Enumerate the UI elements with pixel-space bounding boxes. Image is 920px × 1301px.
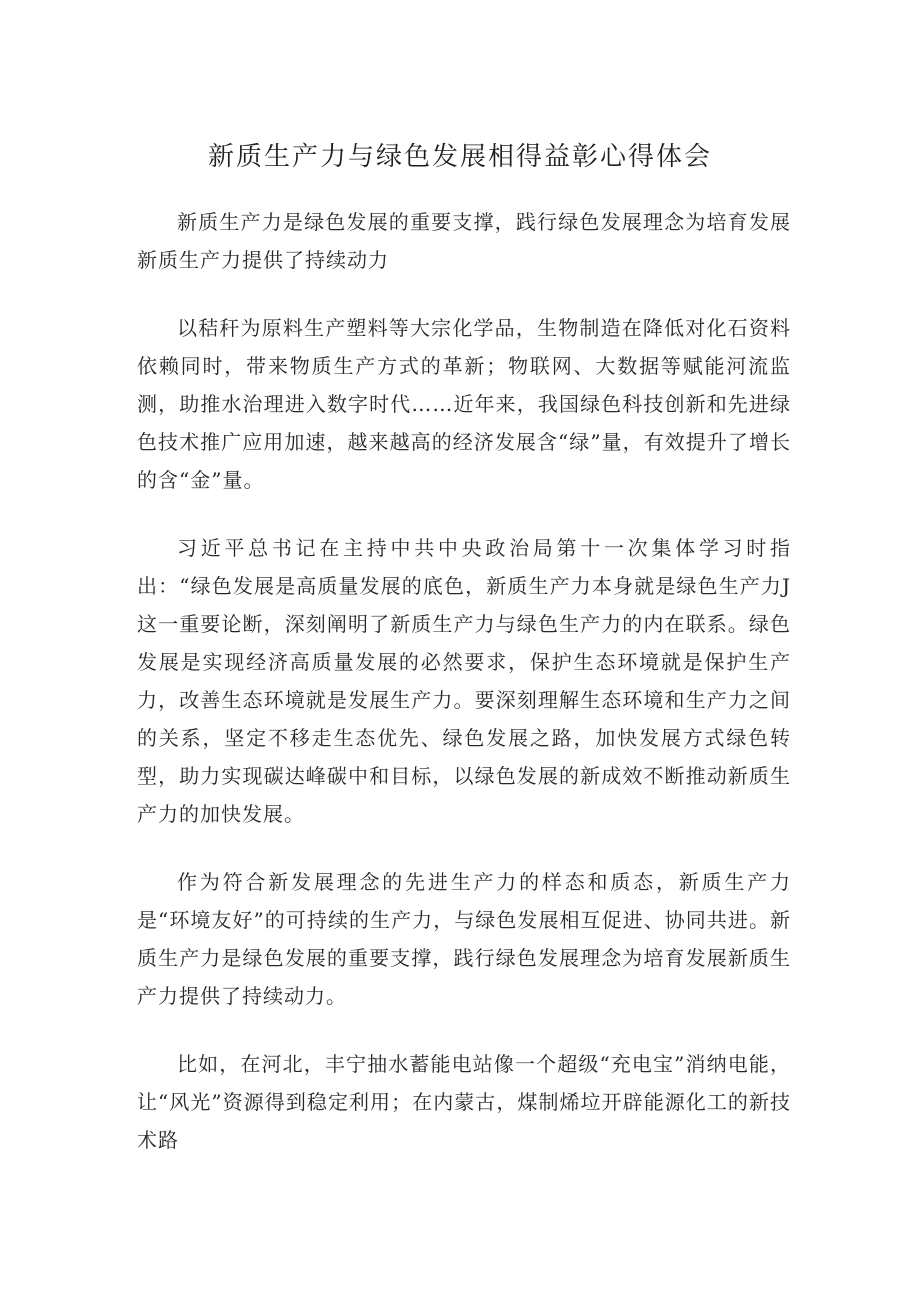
paragraph-2: 以秸秆为原料生产塑料等大宗化学品，生物制造在降低对化石资料依赖同时，带来物质生产方式的革新；物联网、大数据等赋能河流监测，助推水治理进入数字时代……近年来，我国绿色科技创新和先进绿色技术推广应用加速，越来越高的经济发展含“绿”量，有效提升了增长的含“金”量。: [137, 316, 791, 492]
paragraph-1: 新质生产力是绿色发展的重要支撑，践行绿色发展理念为培育发展新质生产力提供了持续动力: [137, 210, 791, 272]
paragraph-4: 作为符合新发展理念的先进生产力的样态和质态，新质生产力是“环境友好”的可持续的生产力，与绿色发展相互促进、协同共进。新质生产力是绿色发展的重要支撑，践行绿色发展理念为培育发展新质生产力提供了持续动力。: [137, 870, 791, 1008]
paragraph-5: 比如，在河北，丰宁抽水蓄能电站像一个超级“充电宝”消纳电能，让“风光”资源得到稳定利用；在内蒙古，煤制烯垃开辟能源化工的新技术路: [137, 1052, 791, 1152]
document-title: 新质生产力与绿色发展相得益彰心得体会: [207, 142, 712, 172]
document-body: [137, 203, 791, 1189]
paragraph-3: 习近平总书记在主持中共中央政治局第十一次集体学习时指出：“绿色发展是高质量发展的底色，新质生产力本身就是绿色生产力J这一重要论断，深刻阐明了新质生产力与绿色生产力的内在联系。绿色发展是实现经济高质量发展的必然要求，保护生态环境就是保护生产力，改善生态环境就是发展生产力。要深刻理解生态环境和生产力之间的关系，坚定不移走生态优先、绿色发展之路，加快发展方式绿色转型，助力实现碳达峰碳中和目标，以绿色发展的新成效不断推动新质生产力的加快发展。: [137, 536, 791, 826]
